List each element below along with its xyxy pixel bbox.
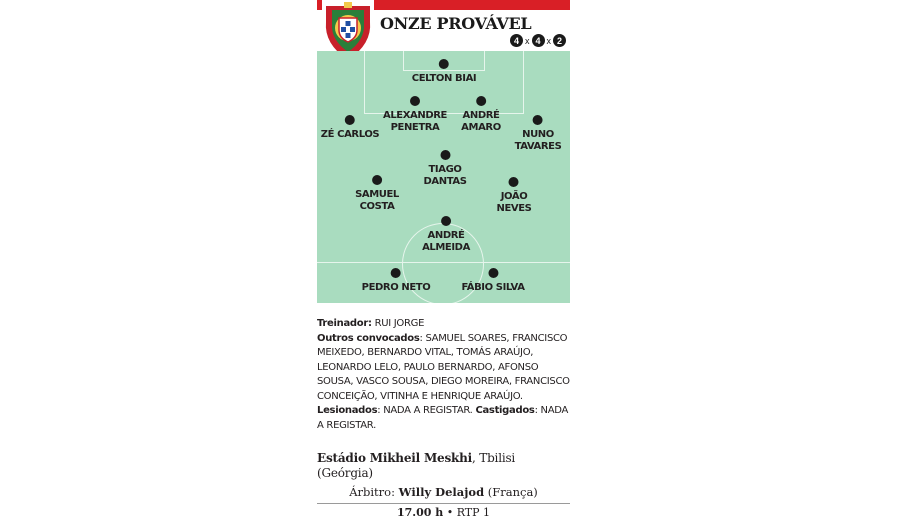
player-tiago-dantas: [424, 150, 467, 188]
player-name: TIAGO DANTAS: [423, 164, 467, 187]
player-andre-amaro: [461, 96, 501, 134]
coach-label: Treinador:: [317, 318, 372, 329]
player-name: CELTON BIAI: [411, 73, 477, 84]
formation-badge: [510, 34, 566, 47]
venue: [317, 451, 572, 481]
player-name: NUNO TAVARES: [514, 129, 562, 152]
player-dot: [476, 96, 486, 106]
player-fabio-silva: [461, 268, 524, 294]
kickoff: [317, 506, 570, 519]
referee-country: (França): [484, 485, 538, 499]
formation-separator: x: [525, 35, 530, 46]
player-name: PEDRO NETO: [361, 282, 431, 293]
formation-forwards: 2: [553, 34, 566, 47]
player-alexandre-penetra: [383, 96, 447, 134]
player-nuno-tavares: [515, 115, 562, 153]
player-dot: [533, 115, 543, 125]
player-name: ZÉ CARLOS: [320, 129, 380, 140]
player-dot: [488, 268, 498, 278]
player-dot: [440, 150, 450, 160]
tv-channel: RTP 1: [456, 506, 491, 519]
divider: [317, 503, 570, 504]
player-dot: [509, 177, 519, 187]
player-dot: [439, 59, 449, 69]
others-label: Outros convocados: [317, 332, 420, 344]
pitch: [317, 51, 570, 303]
player-dot: [410, 96, 420, 106]
player-name: SAMUEL COSTA: [355, 189, 399, 212]
referee-label: Árbitro:: [349, 485, 399, 499]
player-dot: [345, 115, 355, 125]
coach-name: RUI JORGE: [371, 318, 425, 329]
player-ze-carlos: [321, 115, 379, 141]
injured-label: Lesionados: [317, 405, 378, 416]
venue-place: , Tbilisi (Geórgia): [317, 451, 516, 480]
lineup-title: ONZE PROVÁVEL: [380, 14, 532, 33]
player-name: ALEXANDRE PENETRA: [383, 110, 447, 133]
player-name: ANDRÉ ALMEIDA: [422, 230, 470, 253]
suspended-value: : NADA A REGISTAR.: [317, 405, 569, 431]
player-dot: [372, 175, 382, 185]
others-list: : SAMUEL SOARES, FRANCISCO MEIXEDO, BERNARDO VITAL, TOMÁS ARAÚJO, LEONARDO LELO, PAULO BERNARDO, AFONSO SOUSA, VASCO SOUSA, DIEGO MOREIRA, FRANCISCO CONCEIÇÃO, VITINHA E HENRIQUE ARAÚJO.: [317, 332, 570, 402]
player-dot: [441, 216, 451, 226]
player-joao-neves: [497, 177, 532, 215]
player-name: ANDRÉ AMARO: [461, 110, 501, 133]
suspended-label: Castigados: [475, 405, 535, 416]
player-samuel-costa: [355, 175, 399, 213]
kickoff-time: 17.00 h: [396, 506, 444, 519]
player-celton-biai: [412, 59, 476, 85]
referee: [317, 485, 570, 499]
player-dot: [391, 268, 401, 278]
injured-value: : NADA A REGISTAR.: [377, 405, 476, 416]
formation-midfielders: 4: [532, 34, 545, 47]
player-pedro-neto: [362, 268, 431, 294]
referee-name: Willy Delajod: [398, 485, 485, 499]
player-andre-almeida: [422, 216, 470, 254]
formation-defenders: 4: [510, 34, 523, 47]
player-name: JOÃO NEVES: [496, 191, 532, 214]
player-name: FÁBIO SILVA: [461, 282, 525, 293]
kickoff-separator: •: [443, 506, 457, 519]
formation-separator: x: [546, 35, 551, 46]
squad-info: [317, 317, 572, 433]
stadium-name: Estádio Mikheil Meskhi: [317, 451, 473, 465]
